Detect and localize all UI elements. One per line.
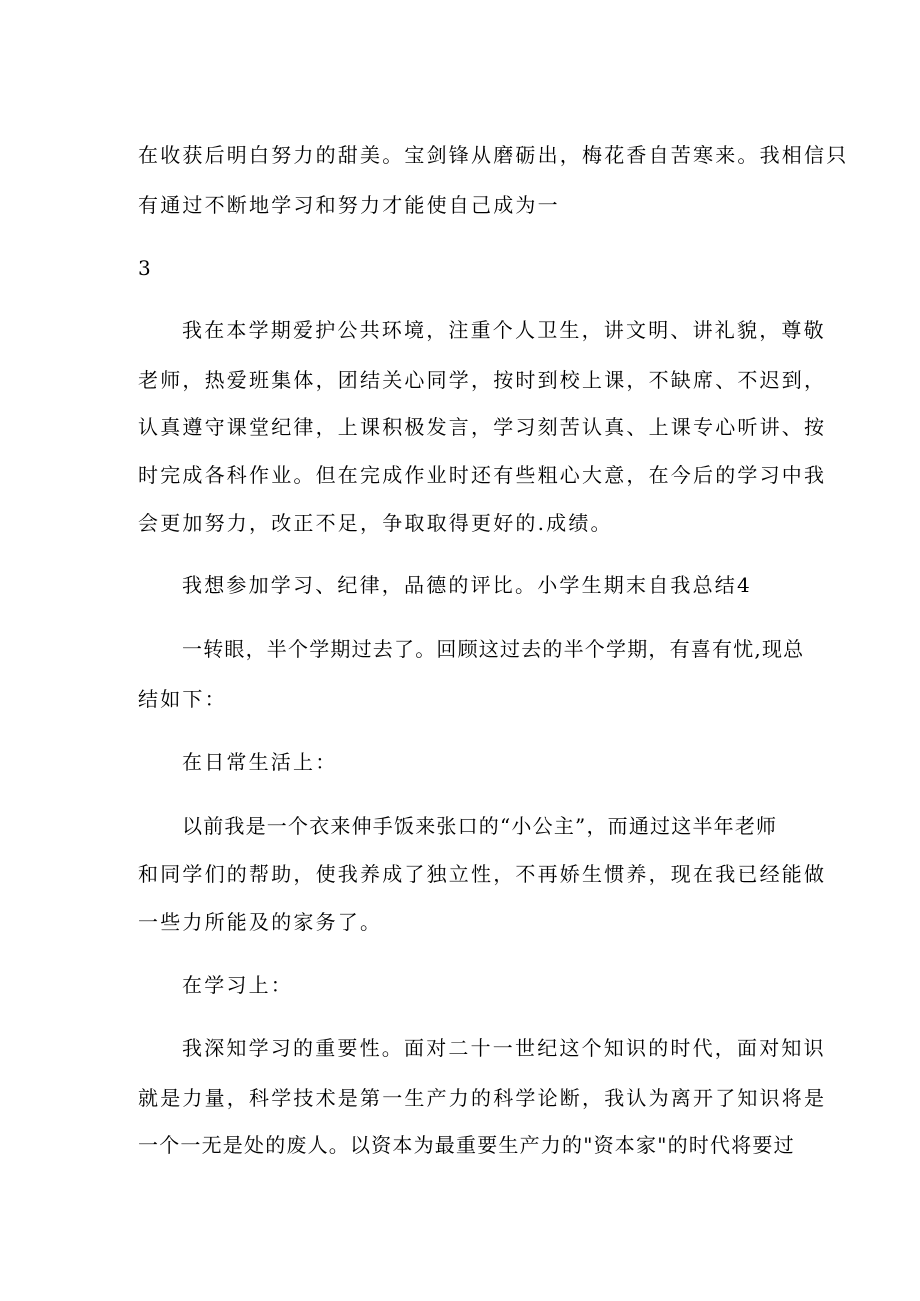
- text-line: 一个一无是处的废人。以资本为最重要生产力的"资本家"的时代将要过: [138, 1133, 795, 1157]
- paragraph-start: 我在本学期爱护公共环境，注重个人卫生，讲文明、讲礼貌，尊敬: [182, 318, 826, 342]
- text-line: 认真遵守课堂纪律，上课积极发言，学习刻苦认真、上课专心听讲、按: [138, 415, 827, 439]
- subheading: 在学习上：: [182, 973, 293, 997]
- paragraph-start: 以前我是一个衣来伸手饭来张口的“小公主”，而通过这半年老师: [182, 814, 778, 838]
- subheading: 在日常生活上：: [182, 750, 338, 774]
- text-line: 有通过不断地学习和努力才能使自己成为一: [138, 193, 560, 217]
- text-line: 结如下：: [138, 687, 227, 711]
- section-number: 3: [138, 256, 153, 280]
- text-line: 就是力量，科学技术是第一生产力的科学论断，我认为离开了知识将是: [138, 1086, 827, 1110]
- text-line: 时完成各科作业。但在完成作业时还有些粗心大意，在今后的学习中我: [138, 463, 827, 487]
- paragraph-start: 一转眼，半个学期过去了。回顾这过去的半个学期，有喜有忧,现总: [182, 637, 805, 661]
- paragraph-start: 我想参加学习、纪律，品德的评比。小学生期末自我总结4: [182, 573, 752, 597]
- text-line: 和同学们的帮助，使我养成了独立性，不再娇生惯养，现在我已经能做: [138, 862, 827, 886]
- text-line: 老师，热爱班集体，团结关心同学，按时到校上课，不缺席、不迟到，: [138, 368, 827, 392]
- text-line: 会更加努力，改正不足，争取取得更好的.成绩。: [138, 511, 613, 535]
- text-line: 一些力所能及的家务了。: [138, 910, 383, 934]
- text-line: 在收获后明白努力的甜美。宝剑锋从磨砺出，梅花香自苦寒来。我相信只: [138, 143, 849, 167]
- paragraph-start: 我深知学习的重要性。面对二十一世纪这个知识的时代，面对知识: [182, 1036, 826, 1060]
